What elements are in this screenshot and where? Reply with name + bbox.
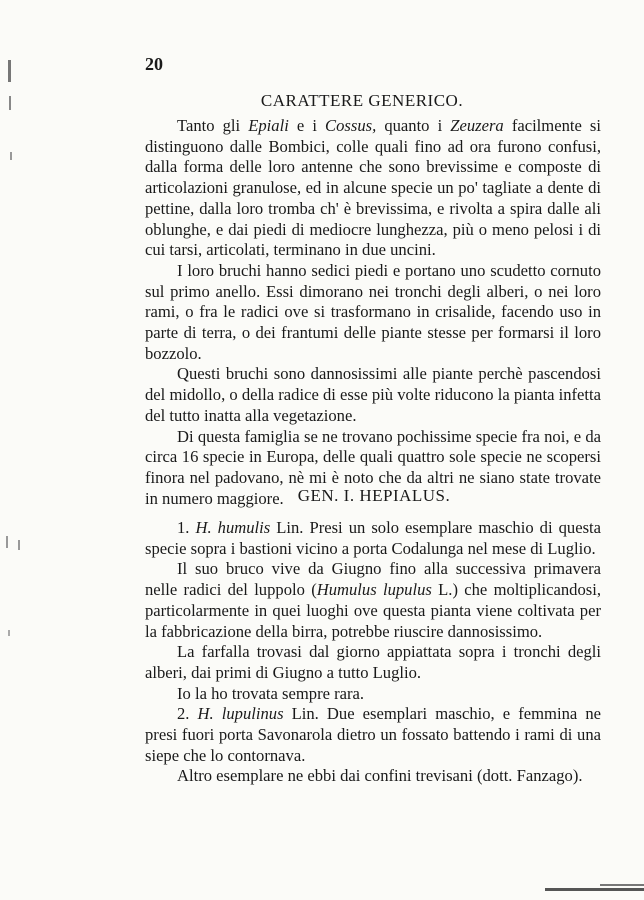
section-heading-generic: CARATTERE GENERICO. — [260, 91, 464, 110]
bottom-edge-mark — [545, 888, 644, 891]
margin-mark — [18, 540, 20, 550]
margin-mark — [8, 630, 10, 636]
text-block-hepialus — [145, 518, 601, 787]
page-number: 20 — [145, 54, 163, 74]
bottom-edge-mark — [600, 884, 644, 886]
paragraph: La farfalla trovasi dal giorno appiattata sopra i tronchi degli alberi, dai primi di Giugno a tutto Luglio. — [145, 642, 601, 682]
text-block-generic — [145, 116, 601, 509]
paragraph: Questi bruchi sono dannosissimi alle piante perchè pascendosi del midollo, o della radice di esse più volte riducono la pianta infetta del tutto inatta alla vegetazione. — [145, 364, 601, 425]
paragraph: Il suo bruco vive da Giugno fino alla successiva primavera nelle radici del luppolo (Humulus lupulus L.) che moltiplicandosi, particolarmente in quei luoghi ove questa pianta viene coltivata per la fabbricazione della birra, potrebbe riuscire dannosissimo. — [145, 559, 601, 641]
paragraph: Io la ho trovata sempre rara. — [177, 683, 365, 703]
paragraph: Altro esemplare ne ebbi dai confini trevisani (dott. Fanzago). — [177, 766, 583, 786]
margin-mark — [9, 96, 11, 110]
paragraph: I loro bruchi hanno sedici piedi e portano uno scudetto cornuto sul primo anello. Essi dimorano nei tronchi degli alberi, o nei loro rami, o fra le radici ove si trasformano in crisalide, facendo uso in parte di terra, o dei frantumi delle piante stesse per formarsi il loro bozzolo. — [145, 260, 601, 363]
species-entry: 2. H. lupulinus Lin. Due esemplari maschio, e femmina ne presi fuori porta Savonarola dietro un fossato battendo i rami di una siepe che lo contornava. — [145, 704, 601, 765]
margin-mark — [6, 536, 8, 548]
margin-mark — [10, 152, 12, 160]
paragraph: Tanto gli Epiali e i Cossus, quanto i Zeuzera facilmente si distinguono dalle Bombici, colle quali fino ad ora furono confusi, dalla forma delle loro antenne che sono brevissime e composte di articolazioni granulose, ed in alcune specie un po' tagliate a dente di pettine, dalla loro tromba ch' è brevissima, e rivolta a spira dalle ali oblunghe, e dai piedi di mediocre lunghezza, più o meno pelosi i di cui tarsi, articolati, terminano in due uncini. — [145, 116, 601, 260]
margin-mark — [8, 60, 11, 82]
species-entry: 1. H. humulis Lin. Presi un solo esemplare maschio di questa specie sopra i bastioni vicino a porta Codalunga nel mese di Luglio. — [145, 518, 601, 558]
paragraph: Di questa famiglia se ne trovano pochissime specie fra noi, e da circa 16 specie in Europa, delle quali quattro sole specie ne scopersi finora nel padovano, nè mi è noto che da altri ne siano state trovate in numero maggiore. — [145, 426, 601, 508]
genus-heading: GEN. I. HEPIALUS. — [297, 486, 451, 505]
